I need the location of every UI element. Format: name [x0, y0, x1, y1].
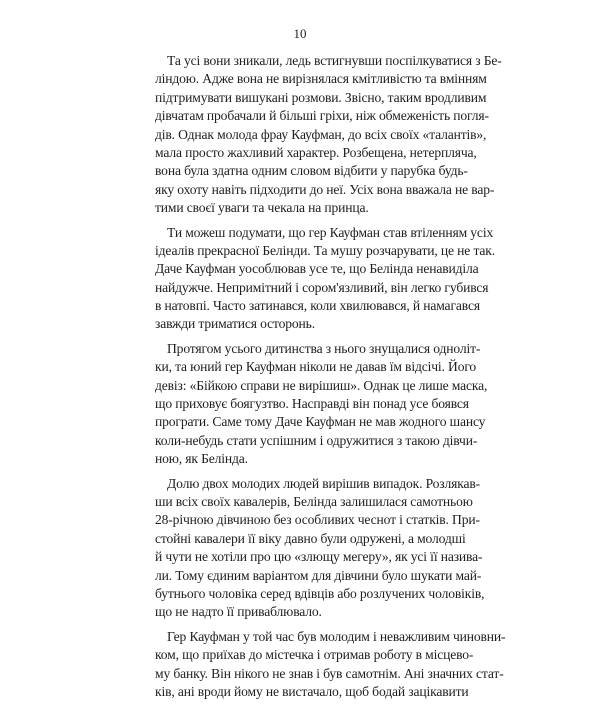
page-number: 10: [293, 26, 307, 41]
text-line: що приховує боягузтво. Насправді він понад усе боявся: [155, 396, 469, 412]
text-line: му банку. Він нікого не знав і був самотнім. Ані значних стат-: [155, 665, 504, 681]
text-line: дівчатам пробачали й більші гріхи, ніж обмеженість погля-: [155, 108, 489, 124]
text-line: девіз: «Бійкою справи не вирішиш». Однак це лише маска,: [155, 377, 488, 393]
text-line: яку охоту навіть підходити до неї. Усіх вона вважала не вар-: [155, 181, 495, 197]
text-line: Гер Кауфман у той час був молодим і неважливим чиновни-: [167, 628, 506, 644]
text-line: ліндою. Адже вона не вирізнялася кмітливістю та вмінням: [155, 71, 487, 87]
text-line: ною, як Белінда.: [155, 451, 248, 467]
text-line: Ти можеш подумати, що гер Кауфман став втіленням усіх: [167, 224, 494, 240]
text-line: мала просто жахливий характер. Розбещена, нетерпляча,: [155, 144, 477, 160]
text-line: Даче Кауфман уособлював усе те, що Белінда ненавиділа: [155, 261, 479, 277]
text-line: бутнього чоловіка серед вдівців або розлучених чоловіків,: [155, 585, 485, 601]
text-line: Та усі вони зникали, ледь встигнувши поспілкуватися з Бе-: [167, 53, 502, 68]
paragraph: [155, 628, 506, 702]
text-line: програти. Саме тому Даче Кауфман не мав жодного шансу: [155, 414, 486, 430]
text-line: ком, що приїхав до містечка і отримав роботу в місцево-: [155, 647, 474, 663]
paragraph: [155, 52, 502, 218]
text-line: Долю двох молодих людей вирішив випадок. Розлякав-: [167, 475, 481, 491]
text-line: коли-небудь стати успішним і одружитися з такою дівчи-: [155, 432, 478, 448]
text-line: й чути не хотіли про цю «злющу мегеру», як усі її назива-: [155, 549, 483, 565]
text-line: ли. Тому єдиним варіантом для дівчини було шукати май-: [155, 567, 482, 583]
text-line: вона була здатна одним словом відбити у парубка будь-: [155, 163, 468, 179]
text-line: що не надто її приваблювало.: [155, 604, 322, 620]
text-line: завжди триматися осторонь.: [155, 316, 315, 332]
text-line: найдужче. Непримітний і сором'язливий, він легко губився: [155, 279, 489, 295]
text-line: 28-річною дівчиною без особливих чеснот і статків. При-: [155, 512, 480, 528]
text-line: підтримувати вишукані розмови. Звісно, таким вродливим: [155, 89, 487, 105]
paragraph: [155, 224, 495, 334]
text-line: Протягом усього дитинства з нього знущалися одноліт-: [167, 340, 481, 356]
text-line: в натовпі. Часто затинався, коли хвилювався, й намагався: [155, 298, 480, 314]
paragraph: [155, 475, 485, 622]
text-line: тими своєї уваги та чекала на принца.: [155, 200, 369, 216]
text-line: дів. Однак молода фрау Кауфман, до всіх своїх «талантів»,: [155, 126, 487, 142]
text-line: ши всіх своїх кавалерів, Белінда залишилася самотньою: [155, 493, 473, 509]
text-line: ки, та юний гер Кауфман ніколи не давав їм відсічі. Його: [155, 359, 477, 375]
text-line: стойні кавалери її віку давно були одружені, а молодші: [155, 530, 466, 546]
body-text: [155, 52, 506, 707]
paragraph: [155, 340, 488, 469]
text-line: ідеалів прекрасної Белінди. Та мушу розчарувати, це не так.: [155, 242, 495, 258]
text-line: ків, ані вроди йому не вистачало, щоб бодай зацікавити: [155, 683, 469, 699]
